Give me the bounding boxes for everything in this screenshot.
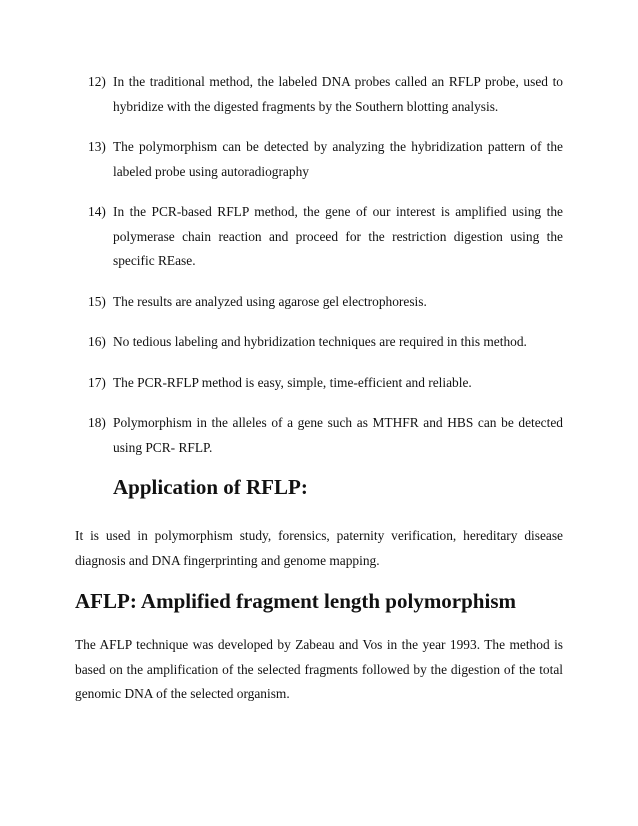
list-item-text: Polymorphism in the alleles of a gene such as MTHFR and HBS can be detected using PCR- RFLP. <box>113 415 563 455</box>
list-item-number: 18) <box>88 415 106 430</box>
list-item-text: No tedious labeling and hybridization techniques are required in this method. <box>113 334 527 349</box>
list-item <box>88 290 563 315</box>
list-item <box>88 371 563 396</box>
list-item-number: 13) <box>88 139 106 154</box>
list-item-number: 15) <box>88 293 106 309</box>
list-item-number: 12) <box>88 74 106 89</box>
list-item-text: The PCR-RFLP method is easy, simple, time-efficient and reliable. <box>113 374 472 390</box>
application-paragraph: It is used in polymorphism study, forensics, paternity verification, hereditary disease diagnosis and DNA fingerprinting and genome mapping. <box>75 528 563 568</box>
aflp-paragraph: The AFLP technique was developed by Zabeau and Vos in the year 1993. The method is based on the amplification of the selected fragments followed by the digestion of the total genomic DNA of the selected organism. <box>75 637 563 701</box>
list-item-text: In the PCR-based RFLP method, the gene of our interest is amplified using the polymerase chain reaction and proceed for the restriction digestion using the specific REase. <box>113 204 563 268</box>
list-item-number: 16) <box>88 334 106 349</box>
aflp-heading: AFLP: Amplified fragment length polymorphism <box>75 589 516 613</box>
list-item <box>88 70 563 119</box>
application-heading: Application of RFLP: <box>113 475 308 499</box>
list-item-text: The polymorphism can be detected by analyzing the hybridization pattern of the labeled probe using autoradiography <box>113 139 563 179</box>
list-item-number: 17) <box>88 374 106 390</box>
list-item-text: The results are analyzed using agarose gel electrophoresis. <box>113 293 427 309</box>
numbered-list <box>88 70 563 476</box>
list-item <box>88 330 563 355</box>
list-item <box>88 411 563 460</box>
list-item-text: In the traditional method, the labeled DNA probes called an RFLP probe, used to hybridize with the digested fragments by the Southern blotting analysis. <box>113 74 563 114</box>
list-item <box>88 200 563 274</box>
list-item <box>88 135 563 184</box>
list-item-number: 14) <box>88 204 106 219</box>
